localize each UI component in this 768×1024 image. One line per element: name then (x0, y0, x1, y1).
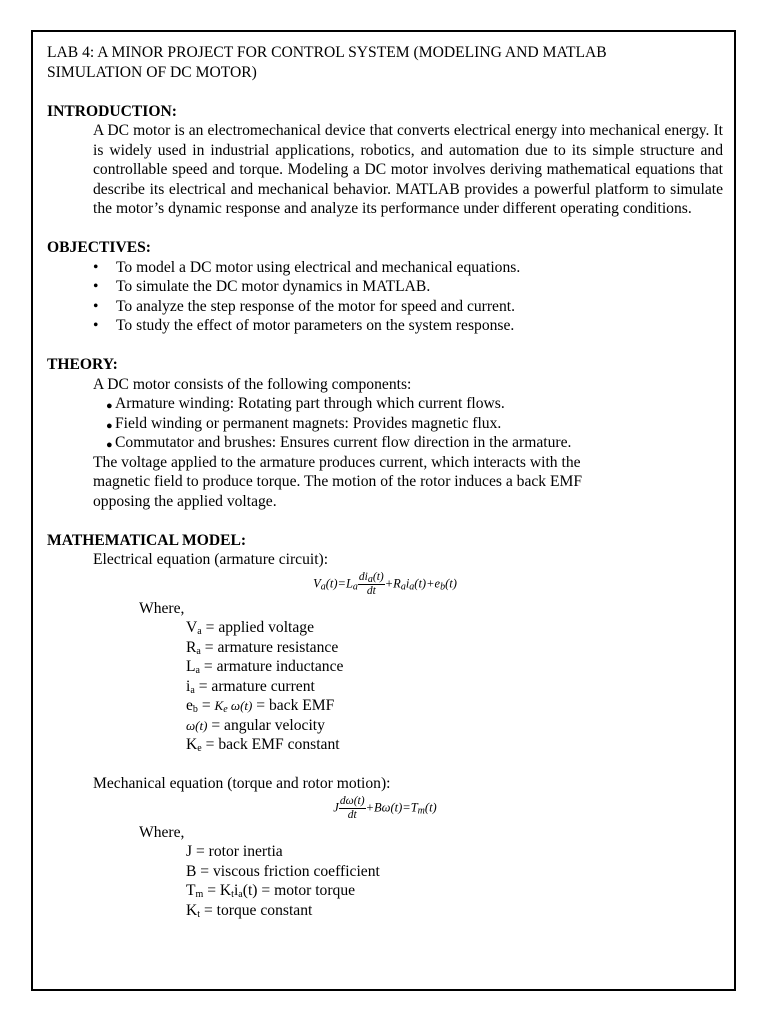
objectives-heading: OBJECTIVES: (47, 239, 151, 256)
objective-item: • To simulate the DC motor dynamics in MATLAB. (93, 277, 723, 297)
def-ia: $i_a$ = armature current (186, 677, 315, 696)
def-va: $V_a$ = applied voltage (186, 619, 315, 637)
electrical-equation: $V_a(t)=L_a$ $\frac{di_a(t)}{dt}$ $+R_ai_a(t)+e_b(t)$ (313, 570, 457, 597)
def-ke: $K_e$ = back EMF constant (186, 736, 340, 754)
component-item: ● Commutator and brushes: Ensures current flow direction in the armature. (106, 434, 572, 451)
def-omega: ω(t) = angular velocity (186, 716, 325, 734)
where-label: Where, (139, 599, 185, 617)
math-model-heading: MATHEMATICAL MODEL: (47, 531, 247, 549)
where-label: Where, (139, 823, 185, 841)
introduction-text: A DC motor is an electromechanical device that converts electrical energy into mechanical energy. It is widely used in industrial applications, robotics, and automation due to its simple structure and controllable speed and torque. Modeling a DC motor involves deriving mathematical equations that describe its electrical and mechanical behavior. MATLAB provides a powerful platform to simulate the motor’s dynamic response and analyze its performance under different operating conditions. (93, 122, 723, 217)
title-line-2: SIMULATION OF DC MOTOR) (47, 63, 257, 81)
def-ra: $R_a$ = armature resistance (186, 638, 339, 657)
introduction-heading: INTRODUCTION: (47, 102, 177, 120)
objective-item: • To study the effect of motor parameters on the system response. (93, 316, 723, 336)
title-line-1: LAB 4: A MINOR PROJECT FOR CONTROL SYSTEM (MODELING AND MATLAB (47, 44, 607, 61)
component-item: ● Field winding or permanent magnets: Provides magnetic flux. (106, 414, 502, 432)
def-b: B = viscous friction coefficient (186, 862, 380, 880)
theory-heading: THEORY: (47, 356, 118, 373)
objective-item: • To analyze the step response of the motor for speed and current. (93, 297, 723, 317)
objective-item: • To model a DC motor using electrical and mechanical equations. (93, 258, 723, 278)
component-item: ● Armature winding: Rotating part through which current flows. (106, 395, 505, 412)
theory-intro: A DC motor consists of the following components: (93, 375, 412, 393)
def-eb: $e_b = K_e$ ω(t) = back EMF (186, 697, 335, 715)
mechanical-equation-label: Mechanical equation (torque and rotor motion): (93, 775, 391, 792)
mechanical-equation: J $\frac{d\omega(t)}{dt}$ $+B\omega(t)=T_m(t)$ (333, 794, 437, 821)
electrical-equation-label: Electrical equation (armature circuit): (93, 551, 329, 568)
def-la: $L_a$ = armature inductance (186, 658, 344, 676)
theory-paragraph: The voltage applied to the armature produces current, which interacts with the magnetic field to produce torque. The motion of the rotor induces a back EMF opposing the applied voltage. (93, 453, 583, 510)
objectives-list (47, 258, 723, 336)
document-title (47, 43, 723, 82)
def-tm: $T_m = K_ti_a(t)$ = motor torque (186, 882, 356, 900)
document-body (47, 43, 723, 920)
def-j: J = rotor inertia (186, 843, 283, 860)
def-kt: $K_t$ = torque constant (186, 901, 313, 920)
